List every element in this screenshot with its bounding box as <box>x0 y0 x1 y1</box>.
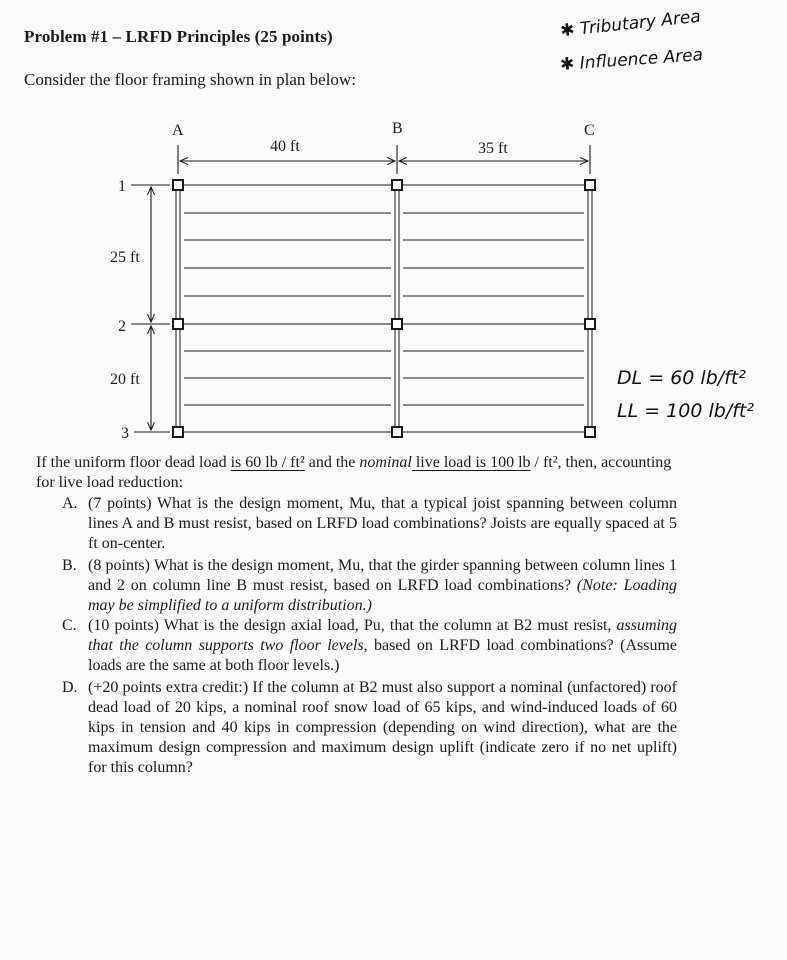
question-text-end: , based on LRFD load combinations? (Assume loads are the same at both floor levels.) <box>88 637 677 674</box>
bay-depth-label-12: 25 ft <box>110 249 140 266</box>
joist-lines <box>184 213 584 405</box>
question-text: (10 points) What is the design axial load, Pu, that the column at B2 must resist, <box>88 617 617 634</box>
question-label: A. <box>62 495 78 512</box>
load-statement <box>36 453 686 493</box>
row-line-label-2: 2 <box>118 318 126 335</box>
load-text-2: and the <box>304 454 360 471</box>
column-line-label-c: C <box>584 122 595 139</box>
problem-title: Problem #1 – LRFD Principles (25 points) <box>24 27 333 46</box>
question-body <box>88 556 677 616</box>
live-load-value: live load is 100 lb <box>411 454 531 471</box>
span-label-bc: 35 ft <box>478 140 508 157</box>
question-note: (Note: Loading may be simplified to a uniform distribution.) <box>88 577 677 614</box>
grid-beams <box>184 185 584 432</box>
row-line-label-3: 3 <box>121 425 129 442</box>
load-text-3: / ft², then, accounting for live load reduction: <box>36 454 672 491</box>
dead-load-value: is 60 lb / ft² <box>230 454 305 471</box>
question-italic: assuming that the column supports two floor levels <box>88 617 677 654</box>
girder-lines <box>176 191 592 426</box>
bay-depth-label-23: 20 ft <box>110 371 140 388</box>
question-label: C. <box>62 617 77 634</box>
column-line-label-b: B <box>392 120 403 137</box>
question-body <box>88 494 677 554</box>
row-line-label-1: 1 <box>118 178 126 195</box>
span-dimension-line <box>178 145 590 174</box>
handwritten-note-live-load: LL = 100 lb/ft² <box>617 400 754 422</box>
handwritten-note-influence: ✱ Influence Area <box>559 45 704 75</box>
floor-framing-plan <box>0 0 787 460</box>
bay-dimension-line <box>131 185 170 432</box>
handwritten-note-dead-load: DL = 60 lb/ft² <box>617 367 746 389</box>
nominal-word: nominal <box>359 454 412 471</box>
question-text: (8 points) What is the design moment, Mu, that the girder spanning between column lines 1 and 2 on column line B must resist, based on LRFD load combinations? <box>88 557 677 594</box>
span-label-ab: 40 ft <box>270 138 300 155</box>
question-text: (7 points) What is the design moment, Mu, that a typical joist spanning between column lines A and B must resist, based on LRFD load combinations? Joists are equally spaced at 5 ft on-center. <box>88 495 677 552</box>
column-line-label-a: A <box>172 122 184 139</box>
load-text-1: If the uniform floor dead load <box>36 454 231 471</box>
question-label: B. <box>62 557 77 574</box>
question-text: (+20 points extra credit:) If the column at B2 must also support a nominal (unfactored) roof dead load of 20 kips, a nominal roof snow load of 65 kips, and wind-induced loads of 60 kips in tension and 40 kips in compression (depending on wind direction), what are the maximum design compression and maximum design uplift (indicate zero if no net uplift) for this column? <box>88 679 677 776</box>
question-label: D. <box>62 679 78 696</box>
handwritten-note-tributary: ✱ Tributary Area <box>559 6 702 42</box>
question-body <box>88 678 677 778</box>
intro-text: Consider the floor framing shown in plan below: <box>24 70 356 89</box>
column-markers <box>173 180 595 437</box>
question-body <box>88 616 677 676</box>
